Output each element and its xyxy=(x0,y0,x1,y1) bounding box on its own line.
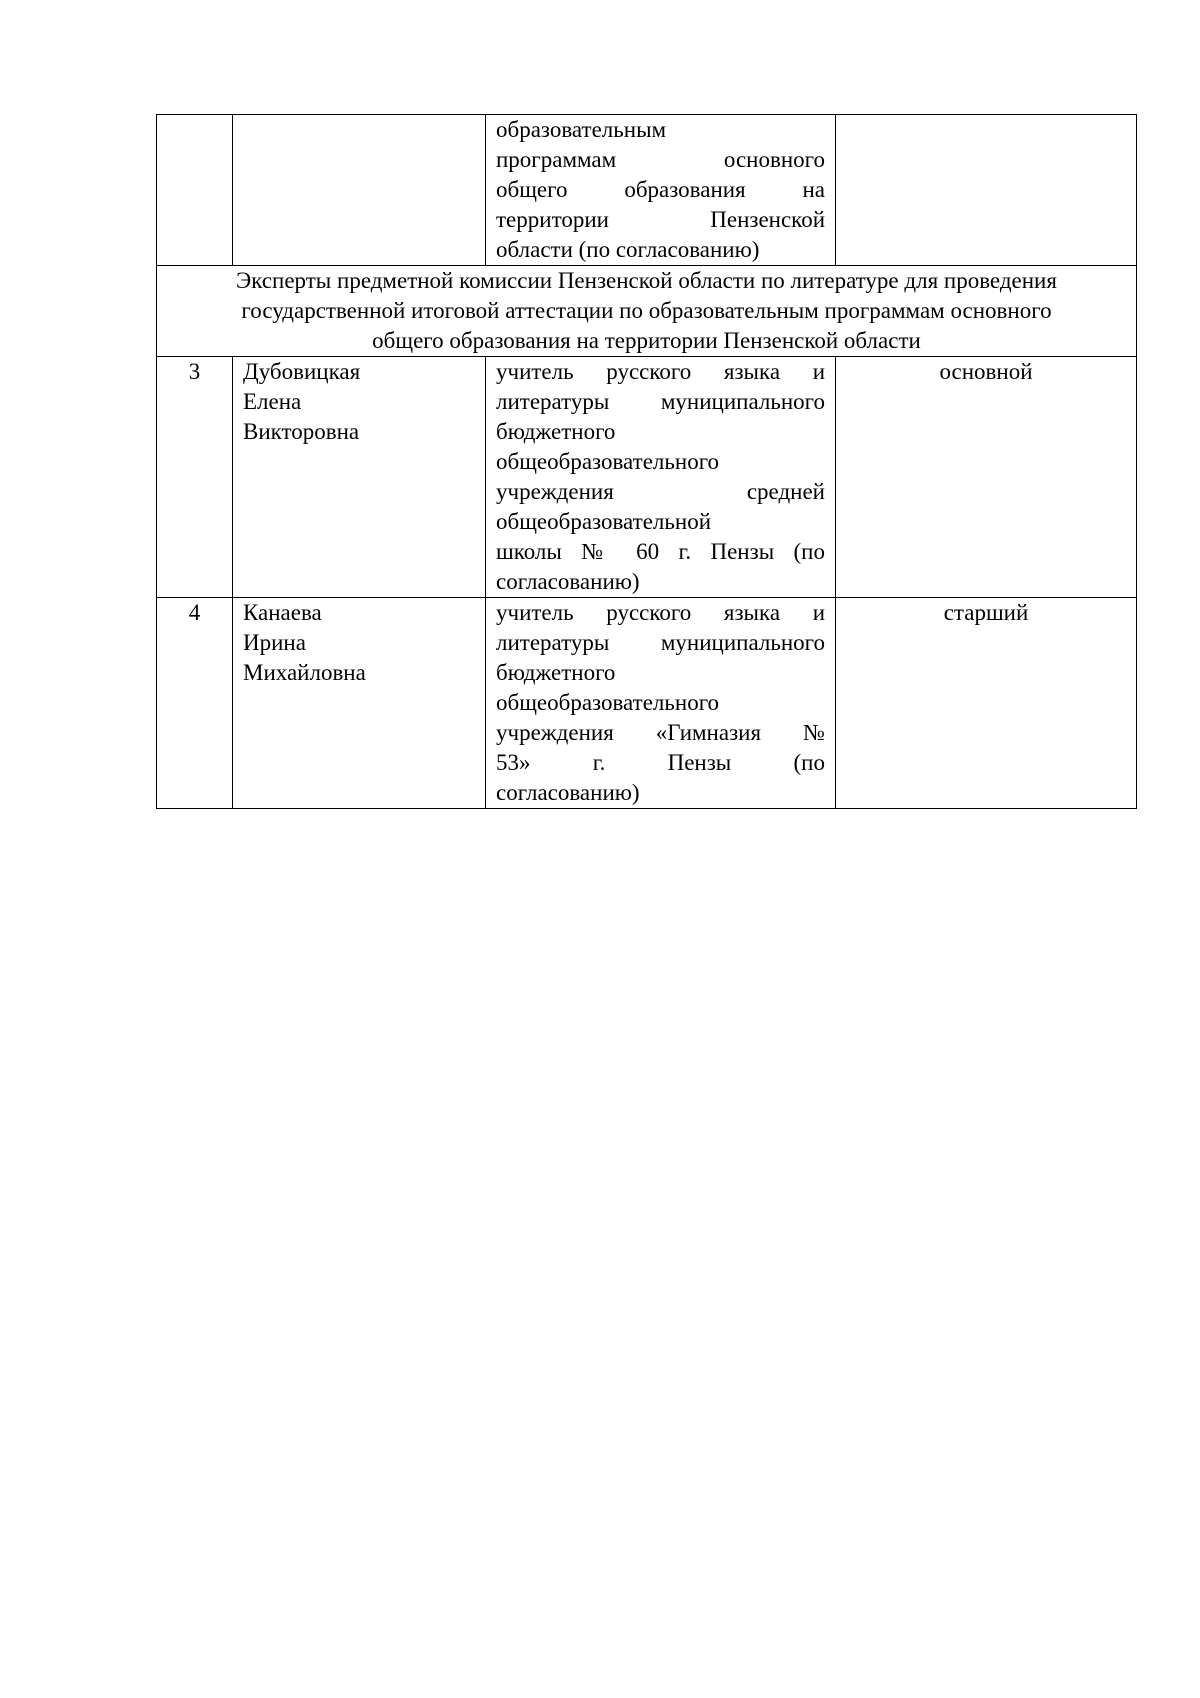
section-header xyxy=(157,266,1137,357)
org-line: литературы муниципального xyxy=(496,630,825,655)
name-line: Викторовна xyxy=(243,419,360,444)
table-row-continuation xyxy=(157,115,1137,266)
cell-role: старший xyxy=(836,598,1137,809)
cell-name xyxy=(233,357,486,598)
org-line: учреждения средней xyxy=(496,479,825,504)
cell-number xyxy=(157,115,233,266)
cell-name xyxy=(233,115,486,266)
org-line: учреждения «Гимназия № xyxy=(496,720,825,745)
name-line: Канаева xyxy=(243,600,322,625)
experts-table xyxy=(156,114,1137,809)
org-line: общеобразовательного xyxy=(496,690,720,715)
cell-number: 4 xyxy=(157,598,233,809)
section-header-line: государственной итоговой аттестации по образовательным программам основного xyxy=(241,298,1052,323)
name-line: Дубовицкая xyxy=(243,359,361,384)
org-line: общего образования на xyxy=(496,177,825,202)
section-header-row xyxy=(157,266,1137,357)
section-header-line: общего образования на территории Пензенской области xyxy=(372,328,921,353)
org-line: согласованию) xyxy=(496,780,640,805)
table-row xyxy=(157,357,1137,598)
cell-name xyxy=(233,598,486,809)
name-line: Елена xyxy=(243,389,302,414)
cell-role xyxy=(836,115,1137,266)
org-line: согласованию) xyxy=(496,569,640,594)
cell-role: основной xyxy=(836,357,1137,598)
org-line: учитель русского языка и xyxy=(496,359,825,384)
org-line: 53» г. Пензы (по xyxy=(496,750,825,775)
cell-organization xyxy=(486,598,836,809)
name-line: Михайловна xyxy=(243,660,366,685)
org-line: общеобразовательной xyxy=(496,509,711,534)
name-line: Ирина xyxy=(243,630,306,655)
org-line: бюджетного xyxy=(496,419,616,444)
org-line: учитель русского языка и xyxy=(496,600,825,625)
org-line: образовательным xyxy=(496,117,667,142)
cell-organization xyxy=(486,357,836,598)
org-line: общеобразовательного xyxy=(496,449,720,474)
org-line: области (по согласованию) xyxy=(496,237,760,262)
cell-organization xyxy=(486,115,836,266)
org-line: территории Пензенской xyxy=(496,207,825,232)
org-line: программам основного xyxy=(496,147,825,172)
section-header-line: Эксперты предметной комиссии Пензенской области по литературе для проведения xyxy=(236,268,1057,293)
org-line: литературы муниципального xyxy=(496,389,825,414)
org-line: бюджетного xyxy=(496,660,616,685)
cell-number: 3 xyxy=(157,357,233,598)
org-line: школы № 60 г. Пензы (по xyxy=(496,539,825,564)
table-row xyxy=(157,598,1137,809)
